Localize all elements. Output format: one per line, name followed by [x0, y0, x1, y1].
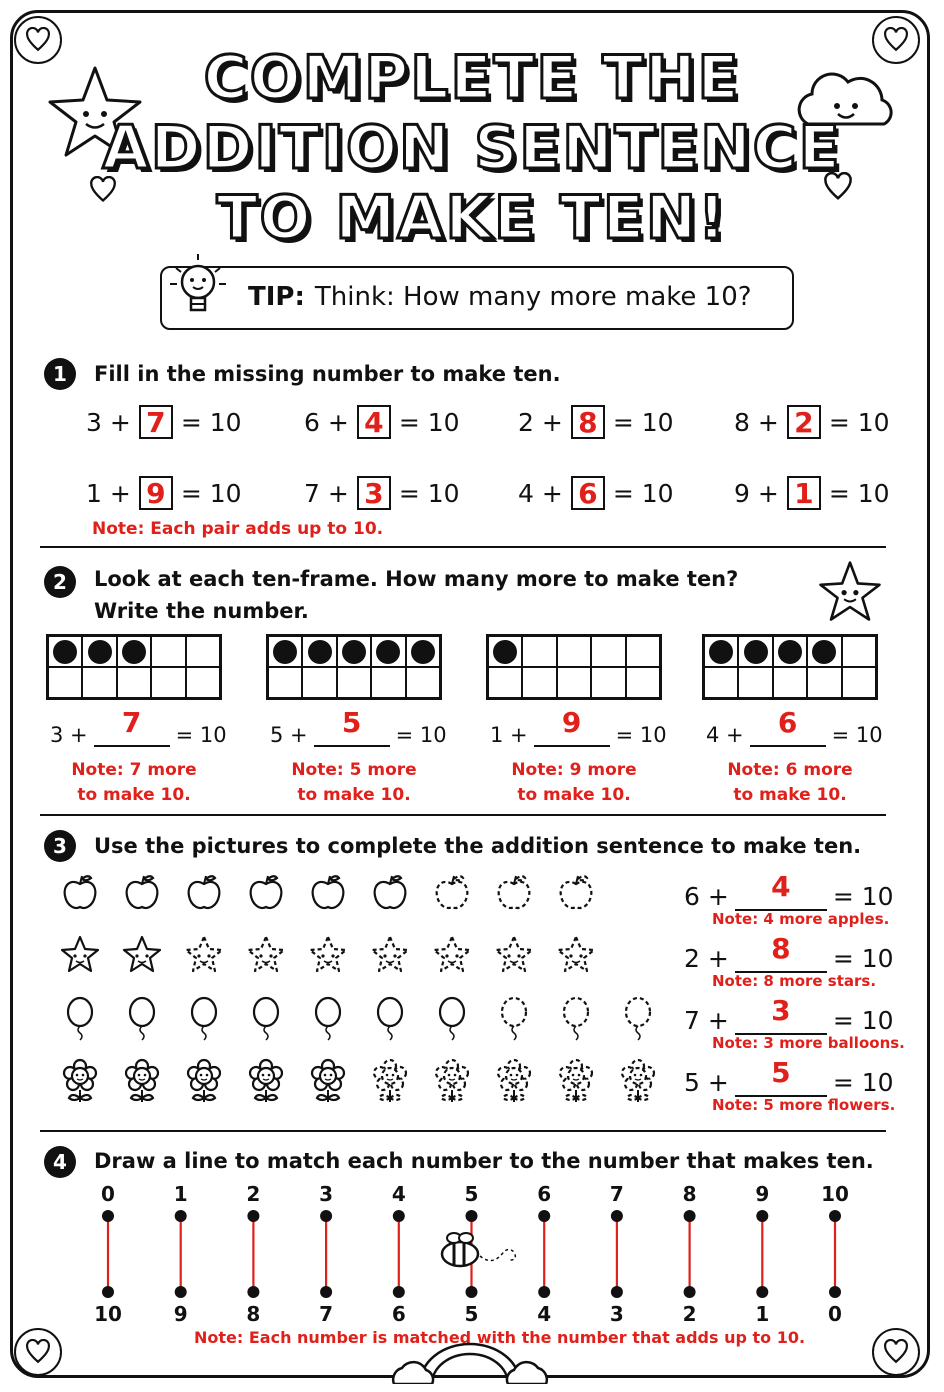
q2-note	[690, 758, 890, 808]
ten-frame-cell	[371, 636, 405, 667]
answer-value: 8	[771, 932, 791, 965]
ten-frame-cell	[337, 667, 371, 698]
counter-dot	[411, 640, 435, 664]
question-number-4: 4	[44, 1146, 76, 1178]
ten-frame-cell	[738, 636, 772, 667]
equals-ten: = 10	[612, 407, 674, 437]
heart-icon	[25, 1339, 51, 1365]
ten-frame-cell	[117, 667, 151, 698]
bottom-dot[interactable]	[393, 1286, 405, 1298]
q2-note-line-1: Note: 9 more	[511, 760, 637, 780]
answer-blank[interactable]	[534, 706, 610, 747]
bottom-number: 5	[464, 1302, 479, 1326]
bottom-number: 4	[537, 1302, 552, 1326]
bottom-dot[interactable]	[756, 1286, 768, 1298]
bottom-dot[interactable]	[175, 1286, 187, 1298]
answer-blank[interactable]	[314, 706, 390, 747]
addend: 4 +	[706, 723, 744, 747]
star-icon	[494, 934, 534, 986]
counter-dot	[342, 640, 366, 664]
flower-icon	[370, 1058, 410, 1110]
ten-frame-cell	[406, 667, 440, 698]
bottom-number: 8	[246, 1302, 261, 1326]
ten-frame-cell	[807, 636, 841, 667]
ten-frame-cell	[704, 667, 738, 698]
addend: 3 +	[50, 723, 88, 747]
flower-icon	[618, 1058, 658, 1110]
q2-equation	[706, 706, 883, 747]
balloon-icon	[494, 996, 534, 1048]
addend: 5 +	[270, 723, 308, 747]
q2-instruction-line-2: Write the number.	[94, 599, 309, 623]
equals-ten: = 10	[828, 407, 890, 437]
addend: 1 +	[490, 723, 528, 747]
answer-box[interactable]: 6	[571, 476, 605, 510]
addend: 3 +	[86, 407, 131, 437]
q1-equation	[518, 405, 674, 439]
answer-box[interactable]: 2	[787, 405, 821, 439]
bottom-dot[interactable]	[611, 1286, 623, 1298]
answer-box[interactable]: 4	[357, 405, 391, 439]
counter-dot	[308, 640, 332, 664]
top-number: 2	[246, 1182, 261, 1206]
star-icon	[556, 934, 596, 986]
answer-blank[interactable]	[735, 932, 827, 973]
counter-dot	[493, 640, 517, 664]
q2-note	[474, 758, 674, 808]
equals-ten: = 10	[180, 407, 242, 437]
ten-frame-cell	[151, 667, 185, 698]
counter-dot	[88, 640, 112, 664]
top-dot[interactable]	[538, 1210, 550, 1222]
bottom-dot[interactable]	[684, 1286, 696, 1298]
answer-value: 4	[771, 870, 791, 903]
answer-box[interactable]: 3	[357, 476, 391, 510]
top-number: 7	[609, 1182, 624, 1206]
equals-ten: = 10	[612, 478, 674, 508]
balloon-icon	[432, 996, 472, 1048]
section-divider	[40, 546, 886, 548]
ten-frame-cell	[842, 667, 876, 698]
ten-frame-cell	[186, 667, 220, 698]
top-number: 8	[682, 1182, 697, 1206]
balloon-icon	[60, 996, 100, 1048]
apple-icon	[432, 872, 472, 924]
counter-dot	[376, 640, 400, 664]
ten-frame-cell	[48, 636, 82, 667]
q2-note-line-2: to make 10.	[77, 785, 191, 805]
ten-frame-cell	[371, 667, 405, 698]
counter-dot	[812, 640, 836, 664]
top-dot[interactable]	[247, 1210, 259, 1222]
q2-equation	[50, 706, 227, 747]
ten-frame-cell	[842, 636, 876, 667]
ten-frame-cell	[522, 636, 556, 667]
lightbulb-icon	[166, 248, 230, 328]
counter-dot	[122, 640, 146, 664]
balloon-icon	[308, 996, 348, 1048]
top-dot[interactable]	[611, 1210, 623, 1222]
q3-instruction: Use the pictures to complete the addition sentence to make ten.	[94, 834, 862, 858]
q3-note: Note: 3 more balloons.	[712, 1034, 905, 1052]
addend: 7 +	[304, 478, 349, 508]
q1-equation	[518, 476, 674, 510]
equals-ten: = 10	[828, 478, 890, 508]
bottom-dot[interactable]	[102, 1286, 114, 1298]
apple-icon	[494, 872, 534, 924]
flower-icon	[432, 1058, 472, 1110]
q2-note	[254, 758, 454, 808]
ten-frame	[266, 634, 442, 700]
flower-icon	[60, 1058, 100, 1110]
star-icon	[432, 934, 472, 986]
q2-note-line-1: Note: 5 more	[291, 760, 417, 780]
section-divider	[40, 814, 886, 816]
top-number: 10	[821, 1182, 849, 1206]
top-dot[interactable]	[393, 1210, 405, 1222]
equals-ten: = 10	[832, 882, 894, 911]
q1-equation	[86, 405, 242, 439]
top-number: 1	[173, 1182, 188, 1206]
star-icon	[308, 934, 348, 986]
equals-ten: = 10	[615, 723, 667, 747]
addend: 2 +	[518, 407, 563, 437]
answer-blank[interactable]	[735, 994, 827, 1035]
addend: 6 +	[684, 882, 729, 911]
bottom-dot[interactable]	[320, 1286, 332, 1298]
answer-blank[interactable]	[735, 870, 827, 911]
addend: 9 +	[734, 478, 779, 508]
star-icon	[184, 934, 224, 986]
top-number: 0	[101, 1182, 115, 1206]
equals-ten: = 10	[831, 723, 883, 747]
addend: 7 +	[684, 1006, 729, 1035]
q2-note-line-2: to make 10.	[517, 785, 631, 805]
top-number: 9	[755, 1182, 770, 1206]
answer-value: 3	[771, 994, 791, 1027]
flower-icon	[184, 1058, 224, 1110]
answer-box[interactable]: 8	[571, 405, 605, 439]
ten-frame-cell	[773, 667, 807, 698]
ten-frame-cell	[268, 667, 302, 698]
title-line-1: COMPLETE THE	[203, 43, 741, 113]
title-line-2: ADDITION SENTENCE	[102, 113, 842, 183]
ten-frame-cell	[488, 636, 522, 667]
apple-icon	[370, 872, 410, 924]
q1-instruction: Fill in the missing number to make ten.	[94, 362, 561, 386]
balloon-icon	[556, 996, 596, 1048]
top-number: 5	[464, 1182, 479, 1206]
answer-value: 6	[777, 706, 798, 739]
question-number-1: 1	[44, 358, 76, 390]
ten-frame-cell	[591, 636, 625, 667]
ten-frame-cell	[302, 636, 336, 667]
tip-text	[248, 282, 752, 312]
q4-note: Note: Each number is matched with the number that adds up to 10.	[194, 1328, 806, 1347]
bottom-dot[interactable]	[466, 1286, 478, 1298]
counter-dot	[709, 640, 733, 664]
answer-value: 5	[771, 1056, 791, 1089]
q1-equation	[304, 476, 460, 510]
q2-equation	[270, 706, 447, 747]
answer-box[interactable]: 7	[139, 405, 173, 439]
rainbow-cloud-icon	[380, 1340, 560, 1384]
top-dot[interactable]	[466, 1210, 478, 1222]
bottom-dot[interactable]	[247, 1286, 259, 1298]
q2-equation	[490, 706, 667, 747]
ten-frame-cell	[82, 667, 116, 698]
apple-icon	[308, 872, 348, 924]
apple-icon	[122, 872, 162, 924]
flower-icon	[122, 1058, 162, 1110]
equals-ten: = 10	[180, 478, 242, 508]
equals-ten: = 10	[395, 723, 447, 747]
ten-frame	[46, 634, 222, 700]
q2-note-line-2: to make 10.	[733, 785, 847, 805]
q1-equation	[734, 476, 890, 510]
answer-value: 7	[121, 706, 142, 739]
q3-equation	[684, 1056, 894, 1097]
addend: 4 +	[518, 478, 563, 508]
bottom-number: 2	[682, 1302, 697, 1326]
ten-frame-cell	[557, 636, 591, 667]
ten-frame-cell	[626, 636, 660, 667]
q3-note: Note: 8 more stars.	[712, 972, 877, 990]
ten-frame-cell	[807, 667, 841, 698]
addend: 2 +	[684, 944, 729, 973]
top-dot[interactable]	[684, 1210, 696, 1222]
top-dot[interactable]	[756, 1210, 768, 1222]
star-icon	[370, 934, 410, 986]
top-dot[interactable]	[320, 1210, 332, 1222]
top-number: 6	[537, 1182, 552, 1206]
flower-icon	[494, 1058, 534, 1110]
tip-label: TIP:	[248, 282, 305, 312]
star-icon	[60, 934, 100, 986]
apple-icon	[184, 872, 224, 924]
star-icon	[122, 934, 162, 986]
bottom-number: 10	[94, 1302, 122, 1326]
ten-frame-cell	[268, 636, 302, 667]
ten-frame-cell	[704, 636, 738, 667]
counter-dot	[778, 640, 802, 664]
bottom-number: 9	[173, 1302, 188, 1326]
balloon-icon	[184, 996, 224, 1048]
answer-value: 5	[341, 706, 362, 739]
ten-frame-cell	[117, 636, 151, 667]
top-number: 3	[319, 1182, 334, 1206]
ten-frame-cell	[82, 636, 116, 667]
top-dot[interactable]	[829, 1210, 841, 1222]
ten-frame	[702, 634, 878, 700]
addend: 5 +	[684, 1068, 729, 1097]
balloon-icon	[370, 996, 410, 1048]
ten-frame	[486, 634, 662, 700]
equals-ten: = 10	[832, 944, 894, 973]
bottom-number: 1	[755, 1302, 770, 1326]
bottom-dot[interactable]	[538, 1286, 550, 1298]
counter-dot	[273, 640, 297, 664]
q3-note: Note: 5 more flowers.	[712, 1096, 896, 1114]
answer-box[interactable]: 1	[787, 476, 821, 510]
flower-icon	[556, 1058, 596, 1110]
q4-instruction: Draw a line to match each number to the number that makes ten.	[94, 1149, 874, 1173]
equals-ten: = 10	[832, 1068, 894, 1097]
ten-frame-cell	[522, 667, 556, 698]
addend: 1 +	[86, 478, 131, 508]
bottom-dot[interactable]	[829, 1286, 841, 1298]
answer-blank[interactable]	[750, 706, 826, 747]
q2-note-line-2: to make 10.	[297, 785, 411, 805]
q1-note: Note: Each pair adds up to 10.	[92, 519, 384, 539]
answer-blank[interactable]	[735, 1056, 827, 1097]
ten-frame-cell	[488, 667, 522, 698]
apple-icon	[556, 872, 596, 924]
bottom-number: 7	[319, 1302, 334, 1326]
top-number: 4	[391, 1182, 406, 1206]
answer-box[interactable]: 9	[139, 476, 173, 510]
q1-equation	[304, 405, 460, 439]
q3-equation	[684, 994, 894, 1035]
equals-ten: = 10	[398, 478, 460, 508]
q2-note	[34, 758, 234, 808]
q3-equation	[684, 932, 894, 973]
tip-body: Think: How many more make 10?	[314, 282, 752, 312]
balloon-icon	[122, 996, 162, 1048]
star-icon	[246, 934, 286, 986]
ten-frame-cell	[48, 667, 82, 698]
balloon-icon	[618, 996, 658, 1048]
section-divider	[40, 1130, 886, 1132]
question-number-2: 2	[44, 566, 76, 598]
ten-frame-cell	[151, 636, 185, 667]
flower-icon	[246, 1058, 286, 1110]
heart-icon	[883, 1339, 909, 1365]
bottom-number: 0	[828, 1302, 842, 1326]
counter-dot	[744, 640, 768, 664]
bottom-number: 6	[391, 1302, 406, 1326]
equals-ten: = 10	[832, 1006, 894, 1035]
ten-frame-cell	[738, 667, 772, 698]
q1-equation	[86, 476, 242, 510]
answer-blank[interactable]	[94, 706, 170, 747]
ten-frame-cell	[186, 636, 220, 667]
q3-equation	[684, 870, 894, 911]
ten-frame-cell	[591, 667, 625, 698]
flower-icon	[308, 1058, 348, 1110]
apple-icon	[246, 872, 286, 924]
addend: 6 +	[304, 407, 349, 437]
q2-note-line-1: Note: 7 more	[71, 760, 197, 780]
top-dot[interactable]	[175, 1210, 187, 1222]
bee-icon	[436, 1230, 528, 1276]
equals-ten: = 10	[175, 723, 227, 747]
ten-frame-cell	[557, 667, 591, 698]
ten-frame-cell	[302, 667, 336, 698]
top-dot[interactable]	[102, 1210, 114, 1222]
q2-instruction-line-1: Look at each ten-frame. How many more to make ten?	[94, 567, 739, 591]
star-face-icon	[812, 556, 888, 628]
ten-frame-cell	[626, 667, 660, 698]
balloon-icon	[246, 996, 286, 1048]
answer-value: 9	[561, 706, 582, 739]
q2-note-line-1: Note: 6 more	[727, 760, 853, 780]
ten-frame-cell	[773, 636, 807, 667]
q1-equation	[734, 405, 890, 439]
q3-note: Note: 4 more apples.	[712, 910, 890, 928]
equals-ten: = 10	[398, 407, 460, 437]
bottom-number: 3	[609, 1302, 624, 1326]
ten-frame-cell	[337, 636, 371, 667]
title-line-3: TO MAKE TEN!	[216, 183, 728, 253]
ten-frame-cell	[406, 636, 440, 667]
apple-icon	[60, 872, 100, 924]
question-number-3: 3	[44, 830, 76, 862]
addend: 8 +	[734, 407, 779, 437]
counter-dot	[53, 640, 77, 664]
